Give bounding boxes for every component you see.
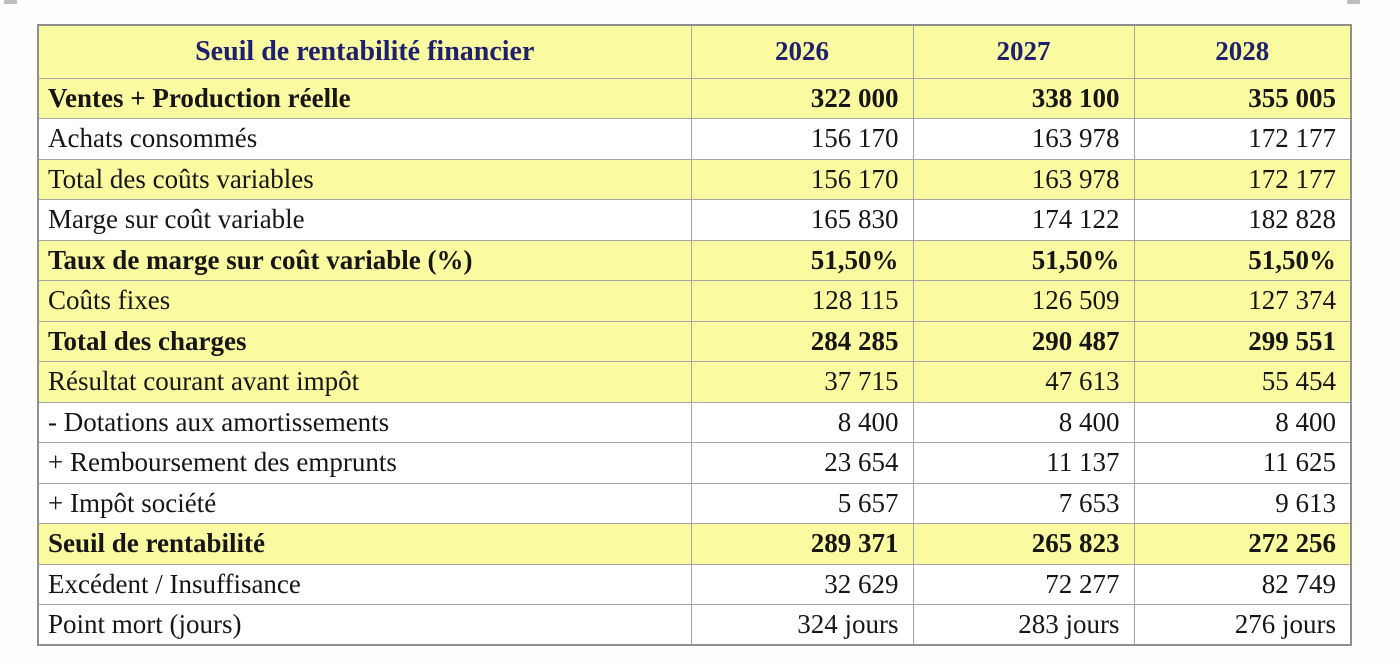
table-row	[38, 119, 1351, 160]
cell-value: 338 100	[913, 78, 1134, 119]
row-label: Taux de marge sur coût variable (%)	[38, 240, 691, 281]
cell-value: 322 000	[691, 78, 913, 119]
cell-value: 32 629	[691, 564, 913, 605]
cell-value: 37 715	[691, 362, 913, 403]
cell-value: 11 625	[1134, 443, 1351, 484]
header-row	[38, 25, 1351, 78]
screen-artifact-right	[1347, 0, 1360, 4]
cell-value: 283 jours	[913, 605, 1134, 646]
cell-value: 11 137	[913, 443, 1134, 484]
cell-value: 265 823	[913, 524, 1134, 565]
cell-value: 9 613	[1134, 483, 1351, 524]
table-row	[38, 564, 1351, 605]
cell-value: 8 400	[913, 402, 1134, 443]
cell-value: 51,50%	[691, 240, 913, 281]
row-label: Total des coûts variables	[38, 159, 691, 200]
table-row	[38, 159, 1351, 200]
table-row	[38, 524, 1351, 565]
cell-value: 47 613	[913, 362, 1134, 403]
row-label: Point mort (jours)	[38, 605, 691, 646]
cell-value: 276 jours	[1134, 605, 1351, 646]
table-row	[38, 362, 1351, 403]
cell-value: 290 487	[913, 321, 1134, 362]
table-row	[38, 605, 1351, 646]
cell-value: 324 jours	[691, 605, 913, 646]
table-row	[38, 240, 1351, 281]
cell-value: 55 454	[1134, 362, 1351, 403]
cell-value: 174 122	[913, 200, 1134, 241]
cell-value: 7 653	[913, 483, 1134, 524]
table-row	[38, 443, 1351, 484]
table-row	[38, 321, 1351, 362]
cell-value: 165 830	[691, 200, 913, 241]
cell-value: 8 400	[691, 402, 913, 443]
breakeven-table	[37, 24, 1352, 646]
cell-value: 182 828	[1134, 200, 1351, 241]
cell-value: 5 657	[691, 483, 913, 524]
column-header-2028: 2028	[1134, 25, 1351, 78]
cell-value: 163 978	[913, 119, 1134, 160]
cell-value: 156 170	[691, 119, 913, 160]
table-row	[38, 78, 1351, 119]
column-header-2027: 2027	[913, 25, 1134, 78]
cell-value: 82 749	[1134, 564, 1351, 605]
cell-value: 72 277	[913, 564, 1134, 605]
table-row	[38, 402, 1351, 443]
row-label: Total des charges	[38, 321, 691, 362]
cell-value: 126 509	[913, 281, 1134, 322]
table-title: Seuil de rentabilité financier	[38, 25, 691, 78]
column-header-2026: 2026	[691, 25, 913, 78]
table-row	[38, 200, 1351, 241]
row-label: Coûts fixes	[38, 281, 691, 322]
cell-value: 289 371	[691, 524, 913, 565]
cell-value: 8 400	[1134, 402, 1351, 443]
cell-value: 51,50%	[1134, 240, 1351, 281]
cell-value: 272 256	[1134, 524, 1351, 565]
row-label: Marge sur coût variable	[38, 200, 691, 241]
row-label: + Remboursement des emprunts	[38, 443, 691, 484]
table-row	[38, 483, 1351, 524]
cell-value: 156 170	[691, 159, 913, 200]
table-row	[38, 281, 1351, 322]
cell-value: 172 177	[1134, 159, 1351, 200]
row-label: Ventes + Production réelle	[38, 78, 691, 119]
screen-artifact-left	[4, 0, 17, 4]
cell-value: 299 551	[1134, 321, 1351, 362]
row-label: Seuil de rentabilité	[38, 524, 691, 565]
cell-value: 51,50%	[913, 240, 1134, 281]
cell-value: 163 978	[913, 159, 1134, 200]
row-label: Résultat courant avant impôt	[38, 362, 691, 403]
cell-value: 23 654	[691, 443, 913, 484]
cell-value: 284 285	[691, 321, 913, 362]
row-label: Achats consommés	[38, 119, 691, 160]
row-label: Excédent / Insuffisance	[38, 564, 691, 605]
row-label: + Impôt société	[38, 483, 691, 524]
cell-value: 355 005	[1134, 78, 1351, 119]
cell-value: 128 115	[691, 281, 913, 322]
cell-value: 172 177	[1134, 119, 1351, 160]
row-label: - Dotations aux amortissements	[38, 402, 691, 443]
cell-value: 127 374	[1134, 281, 1351, 322]
